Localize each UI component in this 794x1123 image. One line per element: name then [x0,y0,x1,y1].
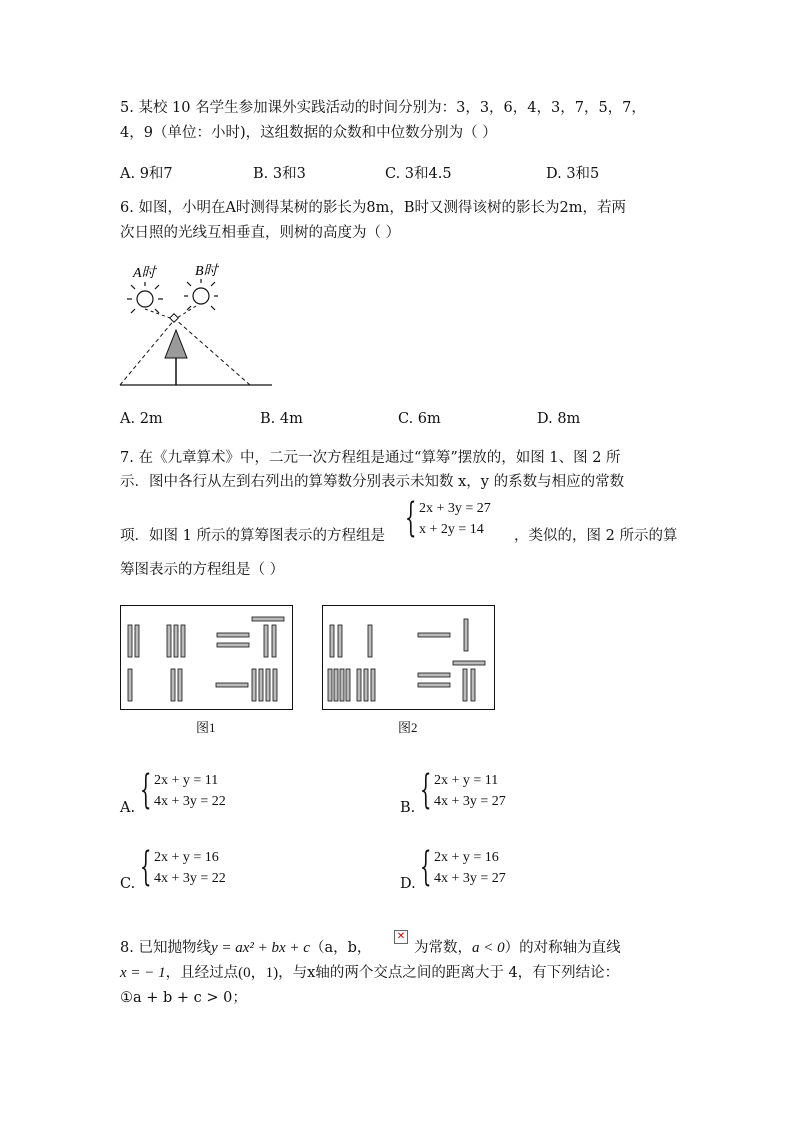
q8-params: （a，b， [309,940,372,956]
q6-option-c[interactable]: C. 6m [398,411,441,427]
option-b-eq2: 4x + 3y = 27 [434,794,506,809]
q8-prefix: 8. 已知抛物线 [120,940,211,956]
q6-line1: 6. 如图，小明在A时测得某树的影长为8m，B时又测得该树的影长为2m，若两 [120,200,627,216]
example-eq1: 2x + 3y = 27 [419,501,491,516]
q5-line1: 5. 某校 10 名学生参加课外实践活动的时间分别为：3，3，6，4，3，7，5，7， [120,100,646,116]
q8-point: (0，1) [238,965,279,981]
q7-option-c-label[interactable]: C. [120,876,136,892]
q5-option-a[interactable]: A. 9和7 [120,166,173,182]
q5-option-c[interactable]: C. 3和4.5 [385,166,452,182]
q7-line3-post: ，类似的，图 2 所示的算 [514,528,678,544]
q8-post1: ）的对称轴为直线 [504,940,621,956]
q8-line2 [120,963,619,983]
fig1-caption: 图1 [196,720,216,735]
q5-line2: 4，9（单位：小时)，这组数据的众数和中位数分别为（ ） [120,125,497,141]
q7-line3-pre: 项．如图 1 所示的算筹图表示的方程组是 [120,528,385,544]
tree-icon [165,330,187,358]
label-b-time: B时 [195,264,218,279]
option-a-eq1: 2x + y = 11 [154,773,219,788]
q7-option-b-label[interactable]: B. [400,800,416,816]
fig2-caption: 图2 [398,720,418,735]
example-eq2: x + 2y = 14 [419,522,484,537]
q8-line2-b: ，与x轴的两个交点之间的距离大于 4，有下列结论： [278,965,620,981]
q8-line1-rest [414,938,621,958]
q8-item1: ①a + b + c > 0； [120,990,247,1006]
q8-mid: 为常数， [414,940,472,956]
q6-option-b[interactable]: B. 4m [260,411,303,427]
option-c-eq1: 2x + y = 16 [154,850,219,865]
q8-a-condition: a < 0 [472,940,505,956]
counting-rods-figure-2 [322,605,497,712]
q5-option-b[interactable]: B. 3和3 [253,166,306,182]
option-b-eq1: 2x + y = 11 [434,773,499,788]
q8-axis: x = − 1 [120,965,166,981]
sun-a-icon [127,282,163,313]
q7-option-a-label[interactable]: A. [120,800,136,816]
q8-line2-a: ，且经过点 [165,965,239,981]
option-a-eq2: 4x + 3y = 22 [154,794,226,809]
q8-parabola: y = ax² + bx + c [210,940,310,956]
q8-line1 [120,938,371,958]
q7-line1: 7. 在《九章算术》中，二元一次方程组是通过“算筹”摆放的，如图 1、图 2 所 [120,450,621,466]
q7-line2: 示．图中各行从左到右列出的算筹数分别表示未知数 x，y 的系数与相应的常数 [120,474,625,490]
q6-line2: 次日照的光线互相垂直，则树的高度为（ ） [120,225,401,241]
option-c-eq2: 4x + 3y = 22 [154,871,226,886]
counting-rods-figure-1 [120,605,295,712]
q7-example-system: { 2x + 3y = 27 x + 2y = 14 [405,495,491,541]
q7-line4: 筹图表示的方程组是（ ） [120,562,285,578]
option-d-eq2: 4x + 3y = 27 [434,871,506,886]
label-a-time: A时 [133,266,156,281]
q6-option-d[interactable]: D. 8m [537,411,581,427]
q7-option-c-system[interactable]: { 2x + y = 16 4x + 3y = 22 [140,844,226,890]
q6-option-a[interactable]: A. 2m [120,411,163,427]
q5-option-d[interactable]: D. 3和5 [546,166,600,182]
q7-option-b-system[interactable]: { 2x + y = 11 4x + 3y = 27 [420,767,506,813]
broken-image-icon: ✕ [394,930,408,944]
q7-option-a-system[interactable]: { 2x + y = 11 4x + 3y = 22 [140,767,226,813]
tree-shadow-figure [115,258,280,390]
option-d-eq1: 2x + y = 16 [434,850,499,865]
q7-option-d-label[interactable]: D. [400,876,416,892]
q7-option-d-system[interactable]: { 2x + y = 16 4x + 3y = 27 [420,844,506,890]
sun-b-icon [184,279,218,310]
